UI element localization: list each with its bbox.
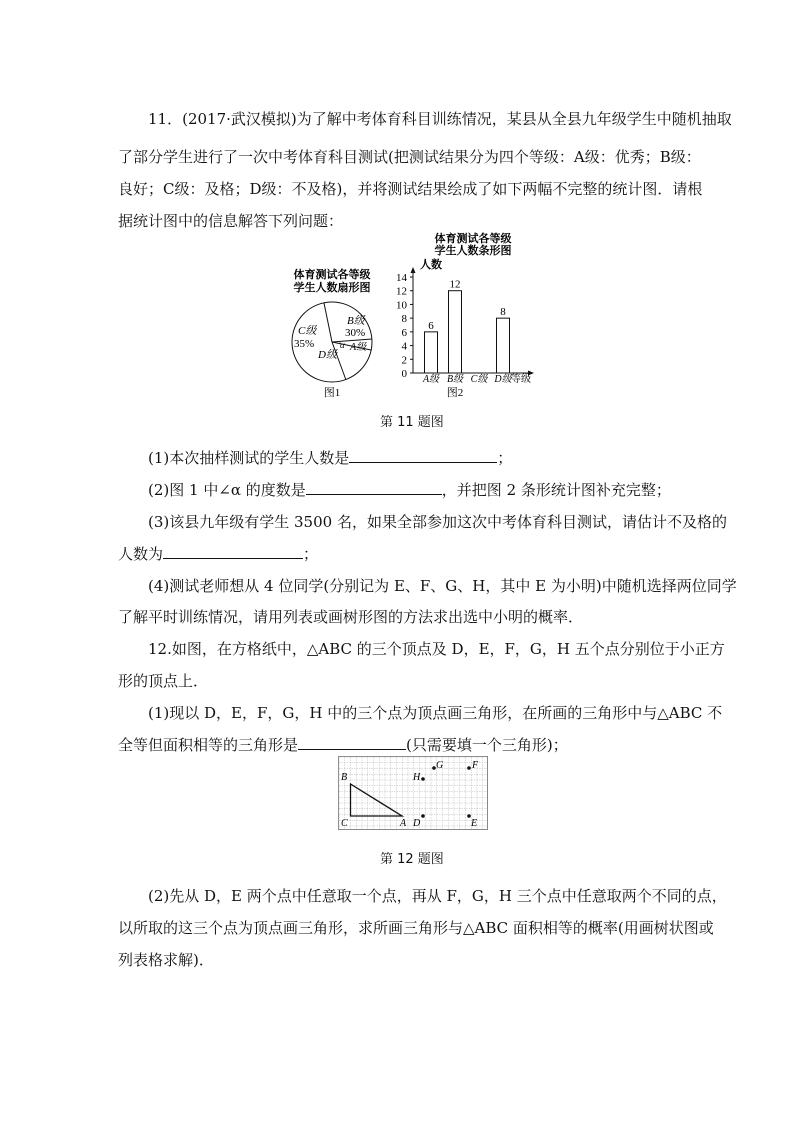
x-category-label: C级	[470, 374, 488, 385]
q11-line1-text: 为了解中考体育科目训练情况，某县从全县九年级学生中随机抽取	[296, 110, 732, 128]
q11-line-2: 了部分学生进行了一次中考体育科目测试(把测试结果分为四个等级：A级：优秀；B级：	[118, 148, 701, 166]
q11-figure-caption: 第 11 题图	[380, 415, 444, 430]
q11-sub3-text-b: 人数为	[118, 545, 164, 563]
q11-line-4: 据统计图中的信息解答下列问题：	[118, 212, 344, 230]
bar-value-label: 8	[500, 306, 506, 319]
q12-intro-line1: 12.如图，在方格纸中，△ABC 的三个顶点及 D，E，F，G，H 五个点分别位于小正方	[148, 640, 725, 658]
answer-blank-4[interactable]	[298, 735, 406, 750]
y-tick-label: 8	[401, 313, 407, 326]
point-label-b: B	[341, 772, 348, 783]
q12-sub2-line1: (2)先从 D，E 两个点中任意取一个点，再从 F，G，H 三个点中任意取两个不同的点，	[148, 887, 727, 905]
grid-figure	[338, 756, 488, 830]
q12-sub1-text-b: 全等但面积相等的三角形是	[118, 736, 299, 754]
pie-pct-c: 35%	[294, 338, 315, 350]
q11-sub3-end: ；	[303, 545, 319, 563]
point-label-d: D	[413, 818, 421, 829]
y-tick-label: 10	[396, 299, 407, 312]
y-tick-label: 12	[396, 285, 407, 298]
q12-sub1-line1: (1)现以 D，E，F，G，H 中的三个点为顶点画三角形，在所画的三角形中与△ABC 不	[148, 704, 723, 722]
point-f	[467, 766, 471, 770]
q11-sub2-text-b: ，并把图 2 条形统计图补充完整；	[441, 481, 671, 499]
q11-sub1	[148, 447, 512, 468]
point-label-g: G	[436, 760, 444, 771]
q11-sub3-line2	[118, 543, 318, 564]
bar-title-1: 体育测试各等级	[434, 233, 512, 245]
pie-label-a: A级	[350, 342, 367, 353]
q11-source: (2017·武汉模拟)	[182, 110, 297, 128]
y-axis-arrow	[411, 267, 416, 273]
point-label-e: E	[471, 818, 478, 829]
x-category-label: B级	[446, 374, 464, 385]
bar-chart-figure	[385, 226, 550, 404]
q11-line-1	[148, 108, 732, 129]
q11-sub4-line1: (4)测试老师想从 4 位同学(分别记为 E、F、G、H，其中 E 为小明)中随机选择两位同学	[148, 577, 737, 595]
q11-sub2	[148, 479, 671, 500]
q12-sub1-line2	[118, 734, 568, 755]
pie-pct-b: 30%	[345, 327, 366, 339]
bar	[449, 291, 462, 373]
q11-sub1-text: (1)本次抽样测试的学生人数是	[148, 449, 350, 467]
x-category-label: D级	[494, 374, 512, 385]
point-d	[421, 814, 425, 818]
bar	[497, 318, 510, 373]
pie-caption: 图1	[323, 387, 341, 399]
bar-xlabel: 等级	[511, 374, 531, 385]
y-tick-label: 2	[401, 354, 407, 367]
q11-number: 11．	[148, 110, 183, 128]
point-label-h: H	[413, 772, 421, 783]
pie-title-1: 体育测试各等级	[293, 269, 371, 281]
bar-ylabel: 人数	[420, 259, 442, 271]
q12-intro-line2: 形的顶点上．	[118, 672, 209, 690]
bar-value-label: 6	[428, 319, 434, 332]
q11-sub4-line2: 了解平时训练情况，请用列表或画树形图的方法求出选中小明的概率．	[118, 608, 584, 626]
answer-blank-1[interactable]	[349, 448, 497, 463]
bar-caption: 图2	[446, 387, 464, 399]
q11-sub1-end: ；	[497, 449, 513, 467]
q12-sub1-text-c: (只需要填一个三角形)；	[406, 736, 568, 754]
pie-label-b: B级	[347, 315, 365, 327]
bar	[425, 332, 438, 373]
pie-title-2: 学生人数扇形图	[293, 282, 371, 294]
y-tick-label: 4	[401, 340, 407, 353]
x-category-label: A级	[422, 374, 440, 385]
q11-sub2-text-a: (2)图 1 中∠α 的度数是	[148, 481, 306, 499]
pie-label-c: C级	[298, 325, 317, 337]
y-tick-label: 14	[396, 272, 407, 284]
answer-blank-3[interactable]	[163, 544, 303, 559]
q12-sub2-line2: 以所取的这三个点为顶点画三角形，求所画三角形与△ABC 面积相等的概率(用画树状图或	[118, 919, 714, 937]
point-h	[421, 777, 425, 781]
pie-alpha: α	[340, 340, 345, 350]
point-label-a: A	[400, 818, 407, 829]
q11-line-3: 良好；C级：及格；D级：不及格)，并将测试结果绘成了如下两幅不完整的统计图．请根	[118, 180, 703, 198]
point-label-c: C	[341, 818, 348, 829]
q12-sub2-line3: 列表格求解)．	[118, 951, 214, 969]
bar-value-label: 12	[449, 278, 461, 291]
answer-blank-2[interactable]	[306, 480, 442, 495]
q12-figure-caption: 第 12 题图	[380, 852, 444, 867]
y-tick-label: 0	[401, 368, 407, 380]
y-tick-label: 6	[401, 326, 407, 339]
pie-label-d: D级	[318, 349, 337, 361]
q11-sub3-line1: (3)该县九年级有学生 3500 名，如果全部参加这次中考体育科目测试，请估计不及格的	[148, 513, 727, 531]
pie-chart-figure	[280, 262, 390, 402]
bar-title-2: 学生人数条形图	[434, 245, 512, 257]
point-label-f: F	[472, 760, 479, 771]
